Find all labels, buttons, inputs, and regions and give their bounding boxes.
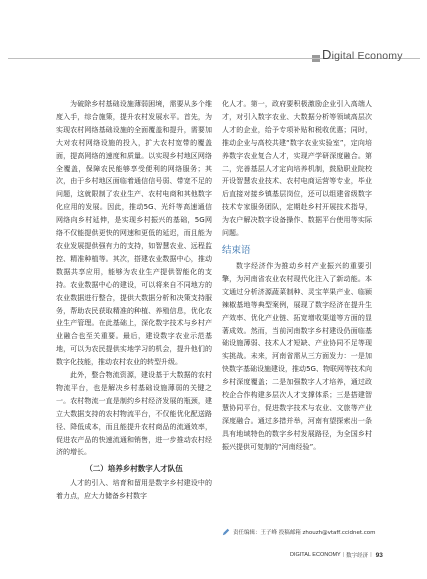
footer-separator-2: | <box>370 552 372 558</box>
right-paragraph-2: 数字经济作为推动乡村产业振兴的重要引擎，为河南省农业农村现代化注入了新动能。本文通过分析济源蔬菜制种、灵宝苹果产业、临颍辣椒基地等典型案例，展现了数字经济在提升生产效率、优化产业链、拓宽增收渠道等方面的显著成效。然而，当前河南数字乡村建设仍面临基础设施薄弱、技术人才短缺、产业协同不足等现实挑战。未来，河南省需从三方面发力：一是加快数字基础设施建设，推动5G、物联网等技术向乡村深度覆盖；二是加强数字人才培养，通过政校企合作构建多层次人才支撑体系；三是搭建智慧协同平台，促进数字技术与农业、文旅等产业深度融合。通过多措并举，河南有望探索出一条具有地域特色的数字乡村发展路径，为全国乡村振兴提供可复制的“河南经验”。 <box>222 261 372 451</box>
right-paragraph-1: 化人才。第一，政府要积极激励企业引入高端人才，对引入数字农业、大数据分析等领域高层次人才的企业，给予专项补贴和税收优惠；同时，推动企业与高校共建“数字农业实验室”，定向培养数字农业复合人才，实现产学研深度融合。第二，完善基层人才定向培养机制，鼓励职业院校开设智慧农业技术、农村电商运营等专业，毕业后直接对接乡镇基层岗位，还可以组建省级数字技术专家服务团队，定期赴乡村开展技术指导，为农户解决数字设备操作、数据平台使用等实际问题。 <box>222 100 372 238</box>
page-number: 93 <box>375 551 383 559</box>
left-column <box>56 98 212 503</box>
page-footer <box>290 551 383 559</box>
pencil-icon <box>222 528 230 536</box>
brand-rest: igital Economy <box>331 50 403 62</box>
magazine-brand <box>322 47 403 62</box>
right-column <box>222 98 372 454</box>
footer-magazine-en: DIGITAL ECONOMY <box>290 552 341 558</box>
left-paragraph-2: 此外，整合物流资源，建设基于大数据的农村物流平台，也是解决乡村基础设施薄弱的关键之一。农村物流一直是制约乡村经济发展的瓶颈，建立大数据支持的农村物流平台，不仅能优化配送路径、降低成本，而且能提升农村商品的流通效率，促进农产品的快速流通和销售，进一步推动农村经济的增长。 <box>56 371 212 457</box>
left-paragraph-3: 人才的引入、培育和留用是数字乡村建设中的着力点，应大力储备乡村数字 <box>56 479 212 501</box>
editor-credit <box>222 528 376 536</box>
footer-magazine-cn: 数字经济 <box>346 553 369 559</box>
left-paragraph-1: 为破除乡村基础设施薄弱困境，需要从多个维度入手，综合施策，提升农村发展水平。首先，为实现农村网络基础设施的全面覆盖和提升，需要加大对农村网络设施的投入，扩大农村宽带的覆盖面，提高网络的速度和质量。以实现乡村地区网络全覆盖，保障农民能够享受便利的网络服务；其次，由于乡村地区面临着通信信号弱、带宽不足的问题，这就限制了农业生产、农村电商和其他数字化应用的发展。因此，推动5G、光纤等高速通信网络向乡村延伸，是实现乡村振兴的基础，5G网络不仅能提供更快的网速和更低的延迟，而且能为农业发展提供强有力的支持，如智慧农业、远程监控、精准种植等。其次，搭建农业数据中心，推动数据共享应用，能够为农业生产提供智能化的支持。农业数据中心的建设，可以将来自不同地方的农业数据进行整合，提供大数据分析和决策支持服务，帮助农民获取精准的种植、养殖信息，优化农业生产管理。在此基础上，深化数字技术与乡村产业融合也至关重要。最后，建设数字农业示范基地，可以为农民提供实地学习的机会，提升他们的数字化技能，推动农村农业的转型升级。 <box>56 100 212 367</box>
section-title-conclusion: 结束语 <box>222 244 251 256</box>
footer-separator: | <box>342 552 345 558</box>
editor-text: 责任编辑：王子峰 投稿邮箱 zhouzh@vtaff.ccidnet.com <box>233 530 376 536</box>
brand-initial: D <box>322 47 332 62</box>
subsection-heading: （二）培养乡村数字人才队伍 <box>85 464 183 474</box>
